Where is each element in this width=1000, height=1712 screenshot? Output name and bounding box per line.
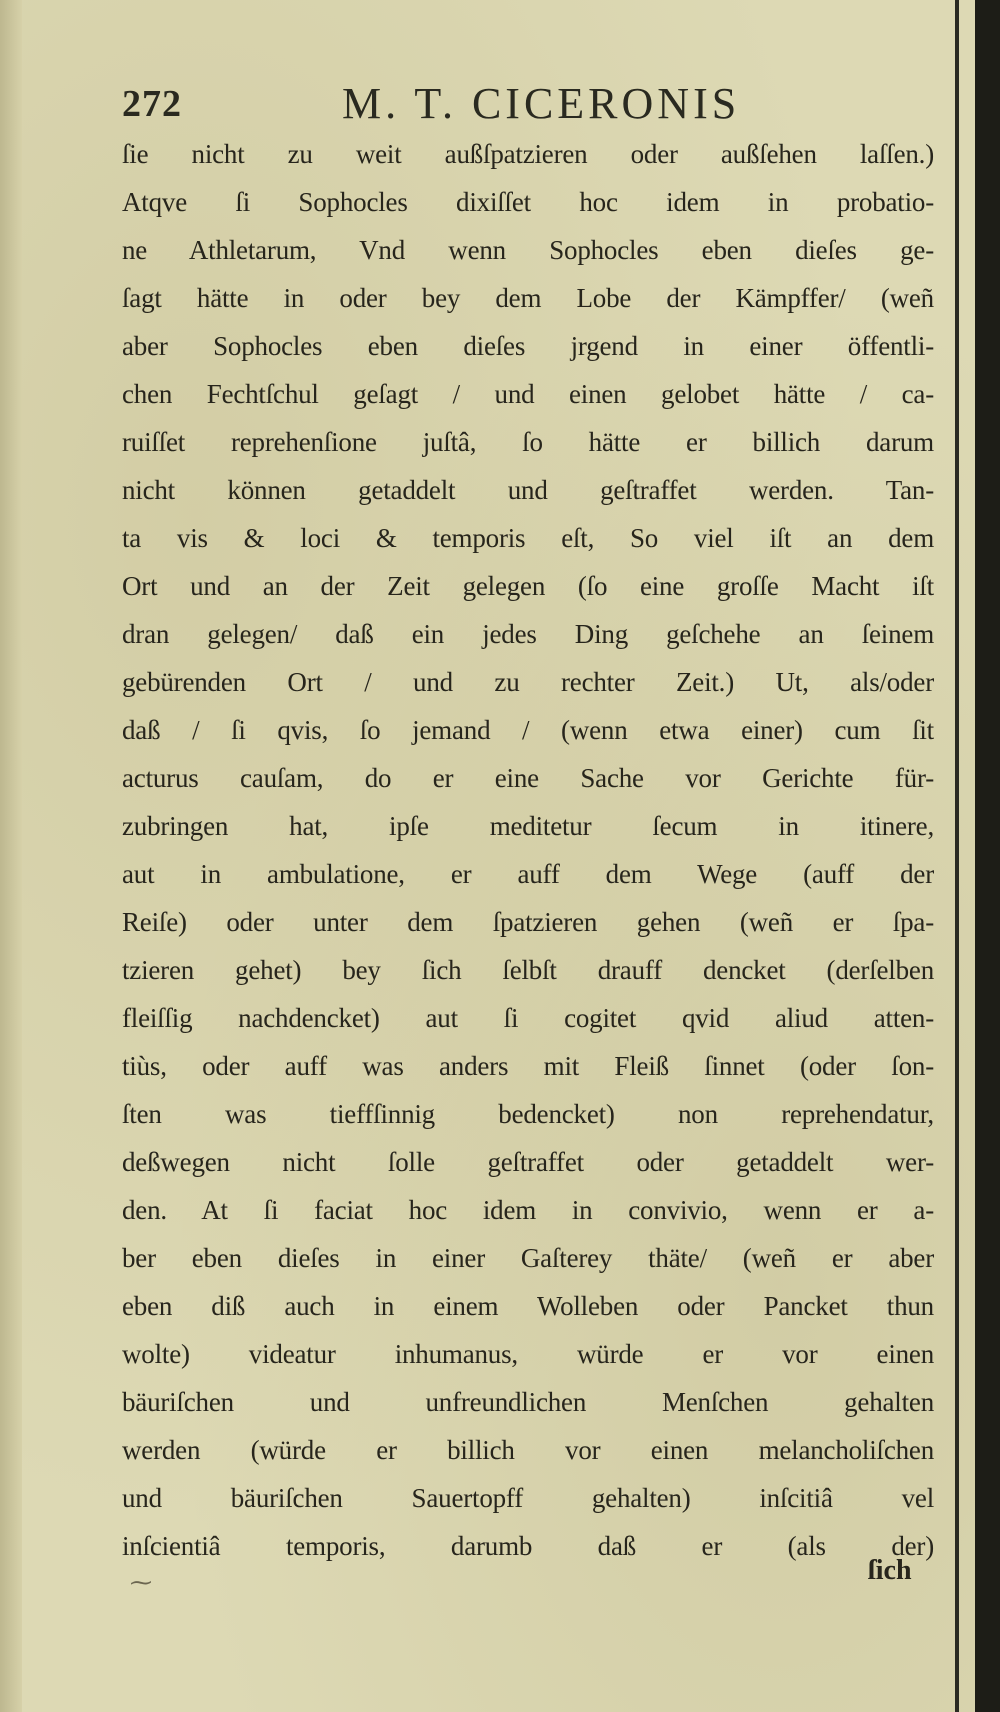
text-line: ſie nicht zu weit außſpatzieren oder außſehen laſſen.)	[122, 139, 934, 169]
text-line: aut in ambulatione, er auff dem Wege (auff der	[122, 859, 934, 889]
text-line: werden (würde er billich vor einen melancholiſchen	[122, 1435, 934, 1465]
text-line: tzieren gehet) bey ſich ſelbſt drauff dencket (derſelben	[122, 955, 934, 985]
page-header	[122, 78, 822, 138]
catchword: ſich	[868, 1555, 912, 1586]
text-line: fleiſſig nachdencket) aut ſi cogitet qvid aliud atten-	[122, 1003, 934, 1033]
text-line: dran gelegen/ daß ein jedes Ding geſchehe an ſeinem	[122, 619, 934, 649]
ornament-mark: ⁓	[130, 1570, 152, 1595]
text-line: ne Athletarum, Vnd wenn Sophocles eben dieſes ge-	[122, 235, 934, 265]
text-line: ber eben dieſes in einer Gaſterey thäte/ (weñ er aber	[122, 1243, 934, 1273]
text-line: inſcientiâ temporis, darumb daß er (als der)	[122, 1531, 934, 1561]
text-line: ta vis & loci & temporis eſt, So viel iſt an dem	[122, 523, 934, 553]
page-number: 272	[122, 83, 182, 125]
dark-margin	[975, 0, 1000, 1712]
text-line: ſten was tieffſinnig bedencket) non reprehendatur,	[122, 1099, 934, 1129]
text-line: daß / ſi qvis, ſo jemand / (wenn etwa einer) cum ſit	[122, 715, 934, 745]
text-line: ſagt hätte in oder bey dem Lobe der Kämpffer/ (weñ	[122, 283, 934, 313]
page-gutter	[0, 0, 22, 1712]
text-line: eben diß auch in einem Wolleben oder Pancket thun	[122, 1291, 934, 1321]
text-line: nicht können getaddelt und geſtraffet werden. Tan-	[122, 475, 934, 505]
text-line: chen Fechtſchul geſagt / und einen gelobet hätte / ca-	[122, 379, 934, 409]
text-line: ruiſſet reprehenſione juſtâ, ſo hätte er billich darum	[122, 427, 934, 457]
text-line: deßwegen nicht ſolle geſtraffet oder getaddelt wer-	[122, 1147, 934, 1177]
text-line: wolte) videatur inhumanus, würde er vor einen	[122, 1339, 934, 1369]
text-line: den. At ſi faciat hoc idem in convivio, wenn er a-	[122, 1195, 934, 1225]
body-text	[122, 130, 934, 1570]
text-line: acturus cauſam, do er eine Sache vor Gerichte für-	[122, 763, 934, 793]
text-line: tiùs, oder auff was anders mit Fleiß ſinnet (oder ſon-	[122, 1051, 934, 1081]
running-title: M. T. CICERONIS	[342, 79, 741, 128]
page-edge-rule	[955, 0, 959, 1712]
text-line: Atqve ſi Sophocles dixiſſet hoc idem in probatio-	[122, 187, 934, 217]
text-line: aber Sophocles eben dieſes jrgend in einer öffentli-	[122, 331, 934, 361]
text-line: gebürenden Ort / und zu rechter Zeit.) Ut, als/oder	[122, 667, 934, 697]
text-line: Ort und an der Zeit gelegen (ſo eine groſſe Macht iſt	[122, 571, 934, 601]
text-line: bäuriſchen und unfreundlichen Menſchen gehalten	[122, 1387, 934, 1417]
text-line: Reiſe) oder unter dem ſpatzieren gehen (weñ er ſpa-	[122, 907, 934, 937]
text-line: zubringen hat, ipſe meditetur ſecum in itinere,	[122, 811, 934, 841]
text-line: und bäuriſchen Sauertopff gehalten) inſcitiâ vel	[122, 1483, 934, 1513]
